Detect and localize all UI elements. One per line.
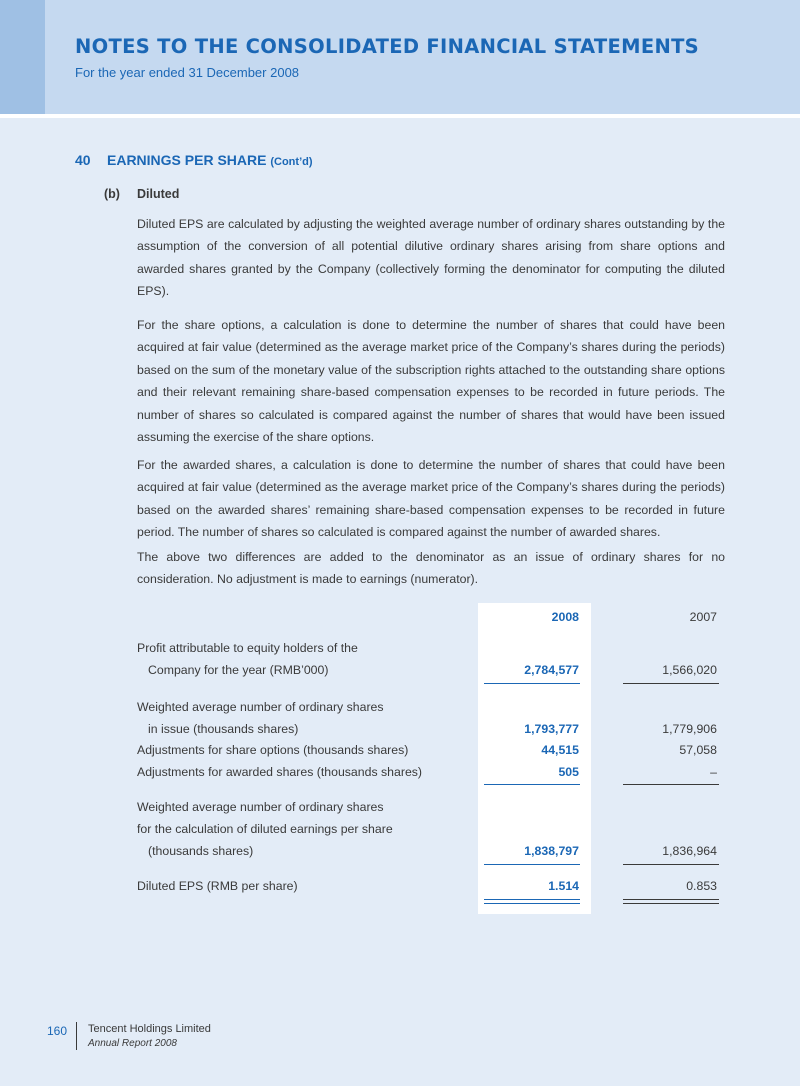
- adj-awarded-value-2007: –: [710, 765, 717, 779]
- row-label-adj-awarded: Adjustments for awarded shares (thousands shares): [137, 765, 423, 779]
- double-rule-2008-bottom: [484, 903, 580, 904]
- row-label-diluted-eps: Diluted EPS (RMB per share): [137, 879, 298, 893]
- double-rule-2008-top: [484, 899, 580, 900]
- footer-report: Annual Report 2008: [88, 1038, 177, 1049]
- column-header-2007: 2007: [689, 610, 717, 624]
- column-header-2008: 2008: [551, 610, 579, 624]
- row-label-diluted-line3: (thousands shares): [148, 844, 254, 858]
- diluted-value-2008: 1,838,797: [524, 844, 579, 858]
- eps-value-2007: 0.853: [686, 879, 717, 893]
- adj-awarded-value-2008: 505: [558, 765, 579, 779]
- footer-company: Tencent Holdings Limited: [88, 1023, 211, 1035]
- row-label-profit-line2: Company for the year (RMB’000): [148, 663, 329, 677]
- section-contd: (Cont’d): [270, 156, 313, 168]
- profit-value-2008: 2,784,577: [524, 663, 579, 677]
- subsection-label: (b): [104, 187, 120, 201]
- header-divider: [0, 114, 800, 118]
- rule-2008: [484, 864, 580, 865]
- rule-2007: [623, 864, 719, 865]
- subsection-heading: [104, 187, 179, 201]
- diluted-value-2007: 1,836,964: [662, 844, 717, 858]
- paragraph-3: For the awarded shares, a calculation is done to determine the number of shares that could have been acquired at fair value (determined as the average market price of the Company’s shares during the periods) based on the awarded shares’ remaining share-based compensation expenses to be recorded in future period. The number of shares so calculated is compared against the number of awarded shares.: [137, 458, 725, 540]
- page-header: [0, 0, 800, 114]
- double-rule-2007-bottom: [623, 903, 719, 904]
- row-label-adj-options: Adjustments for share options (thousands shares): [137, 743, 409, 757]
- adj-options-value-2008: 44,515: [541, 743, 579, 757]
- rule-2007: [623, 683, 719, 684]
- paragraph-1: Diluted EPS are calculated by adjusting the weighted average number of ordinary shares outstanding by the assumption of the conversion of all potential dilutive ordinary shares arising from share options and awarded shares granted by the Company (collectively forming the denominator for computing the diluted EPS).: [137, 217, 725, 299]
- rule-2008: [484, 784, 580, 785]
- rule-2008: [484, 683, 580, 684]
- row-label-weighted-line1: Weighted average number of ordinary shares: [137, 700, 384, 714]
- page-number: 160: [47, 1024, 68, 1038]
- page-title: NOTES TO THE CONSOLIDATED FINANCIAL STATEMENTS: [75, 35, 700, 58]
- row-label-diluted-line2: for the calculation of diluted earnings per share: [137, 822, 393, 836]
- section-number: 40: [75, 152, 91, 168]
- header-tab-accent: [0, 0, 45, 114]
- page-subtitle: For the year ended 31 December 2008: [75, 65, 300, 80]
- paragraph-4: The above two differences are added to the denominator as an issue of ordinary shares for no consideration. No adjustment is made to earnings (numerator).: [137, 550, 725, 587]
- profit-value-2007: 1,566,020: [662, 663, 717, 677]
- current-year-column-highlight: [478, 603, 591, 914]
- adj-options-value-2007: 57,058: [679, 743, 717, 757]
- section-heading: [75, 152, 313, 168]
- row-label-diluted-line1: Weighted average number of ordinary shares: [137, 800, 384, 814]
- paragraph-2: For the share options, a calculation is done to determine the number of shares that could have been acquired at fair value (determined as the average market price of the Company’s shares during the periods) based on the sum of the monetary value of the subscription rights attached to the outstanding share options and their relevant remaining share-based compensation expenses to be recorded in future periods. The number of shares so calculated is compared against the number of shares that would have been issued assuming the exercise of the share options.: [137, 318, 725, 445]
- rule-2007: [623, 784, 719, 785]
- eps-value-2008: 1.514: [548, 879, 579, 893]
- subsection-title: Diluted: [137, 187, 180, 201]
- row-label-profit-line1: Profit attributable to equity holders of the: [137, 641, 358, 655]
- weighted-value-2008: 1,793,777: [524, 722, 579, 736]
- section-title: EARNINGS PER SHARE: [107, 152, 267, 168]
- weighted-value-2007: 1,779,906: [662, 722, 717, 736]
- footer-divider: [76, 1022, 77, 1050]
- row-label-weighted-line2: in issue (thousands shares): [148, 722, 299, 736]
- double-rule-2007-top: [623, 899, 719, 900]
